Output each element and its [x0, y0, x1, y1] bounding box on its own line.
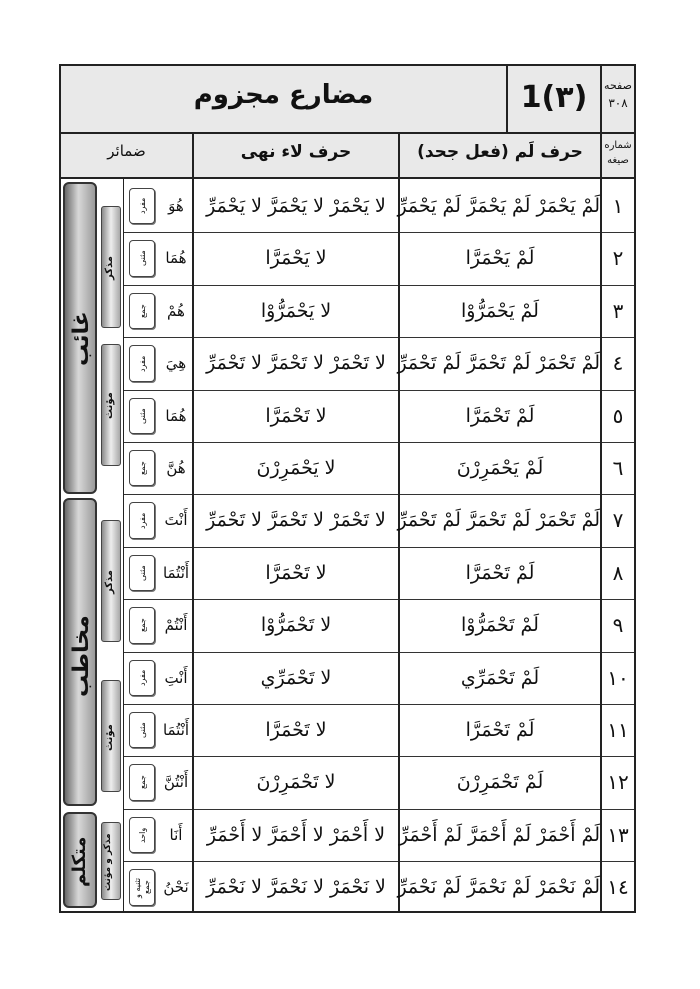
pronoun: أَنْتِ: [164, 669, 188, 687]
badge-label: مثنی: [137, 722, 147, 738]
lam-form: لَمْ تَحْمَرْ لَمْ تَحْمَرَّ لَمْ تَحْمَرِّ: [397, 352, 600, 374]
badge-label: مثنی: [137, 565, 147, 581]
number-badge: [129, 869, 155, 906]
lam-form: لَمْ تَحْمَرَّا: [465, 405, 535, 427]
number-badge: [129, 607, 155, 644]
pronoun: أَنْتُنَّ: [163, 773, 189, 791]
badge-label: واحد: [137, 827, 147, 843]
badge-label: مفرد: [137, 197, 147, 215]
la-nahy-form: لا تَحْمَرْ لا تَحْمَرَّ لا تَحْمَرِّ: [206, 352, 386, 374]
mutakallim-gender-bar: مذکر و مؤنث: [101, 822, 121, 900]
row-number: ١١: [607, 718, 629, 742]
lam-form: لَمْ تَحْمَرُّوْا: [461, 614, 539, 636]
la-nahy-form: لا تَحْمَرِرْنَ: [256, 771, 336, 793]
number-badge: [129, 817, 155, 853]
pronoun: هُنَّ: [166, 459, 186, 477]
la-nahy-form: لا يَحْمَرَّا: [265, 247, 327, 269]
la-nahy-form: لا يَحْمَرُّوْا: [260, 300, 332, 322]
row-number: ٤: [612, 351, 624, 375]
lam-header: حرف لَم (فعل جحد): [417, 142, 583, 162]
pronoun: أَنْتَ: [164, 511, 188, 529]
row-number: ٥: [612, 404, 624, 428]
page-title: مضارع مجزوم: [193, 80, 374, 110]
lam-form: لَمْ أَحْمَرْ لَمْ أَحْمَرَّ لَمْ أَحْمَرِّ: [399, 824, 600, 846]
la-nahy-form: لا يَحْمَرِرْنَ: [256, 457, 336, 479]
lam-form: لَمْ تَحْمَرْ لَمْ تَحْمَرَّ لَمْ تَحْمَرِّ: [397, 509, 600, 531]
lam-form: لَمْ تَحْمَرِّي: [460, 667, 540, 689]
lam-form: لَمْ يَحْمَرْ لَمْ يَحْمَرَّ لَمْ يَحْمَرِّ: [397, 195, 600, 217]
page-label: صفحه: [604, 79, 632, 92]
la-nahy-form: لا تَحْمَرْ لا تَحْمَرَّ لا تَحْمَرِّ: [206, 509, 386, 531]
index-header: شماره صیغه: [604, 140, 632, 166]
row-number: ٩: [612, 613, 624, 637]
pronoun: هُمَا: [165, 249, 187, 267]
lam-form: لَمْ تَحْمَرَّا: [465, 562, 535, 584]
badge-label: جمع: [137, 618, 147, 633]
number-badge: [129, 240, 155, 277]
mukhatab-bar: مخاطب: [63, 498, 97, 806]
row-number: ١٣: [607, 823, 629, 847]
pronoun: نَحْنُ: [163, 878, 189, 896]
row-number: ١: [612, 194, 624, 218]
ghaib-muannas-bar: مؤنث: [101, 344, 121, 466]
row-number: ٧: [612, 508, 624, 532]
number-badge: [129, 345, 155, 382]
row-number: ٢: [612, 246, 624, 270]
pronouns-header: ضمائر: [107, 142, 146, 160]
badge-label: مثنی: [137, 408, 147, 424]
row-number: ١٢: [607, 770, 629, 794]
pronoun: أَنْتُمْ: [164, 616, 188, 634]
badge-label: جمع: [137, 775, 147, 790]
la-nahy-form: لا يَحْمَرْ لا يَحْمَرَّ لا يَحْمَرِّ: [206, 195, 386, 217]
la-nahy-form: لا تَحْمَرَّا: [265, 405, 327, 427]
number-badge: [129, 293, 155, 329]
pronoun: هُمْ: [167, 302, 185, 320]
row-number: ١٤: [607, 875, 629, 899]
badge-label: جمع: [137, 304, 147, 318]
pronoun: هِيَ: [165, 354, 187, 372]
lam-form: لَمْ تَحْمَرِرْنَ: [456, 771, 544, 793]
badge-label: مفرد: [137, 355, 147, 372]
mutakallim-bar: متكلم: [63, 812, 97, 908]
la-nahy-form: لا تَحْمَرَّا: [265, 562, 327, 584]
pronoun: هُمَا: [165, 407, 187, 425]
lam-form: لَمْ يَحْمَرِرْنَ: [456, 457, 544, 479]
page-number: ٣٠٨: [608, 96, 628, 110]
badge-label: مفرد: [137, 669, 147, 687]
row-number: ٣: [612, 299, 624, 323]
pronoun: أَنْتُمَا: [162, 721, 190, 739]
row-number: ٨: [612, 561, 624, 585]
number-badge: [129, 450, 155, 486]
la-nahy-form: لا تَحْمَرُّوْا: [260, 614, 332, 636]
ghaib-muzakkar-bar: مذکر: [101, 206, 121, 328]
la-nahy-form: لا تَحْمَرِّي: [260, 667, 332, 689]
number-badge: [129, 188, 155, 224]
badge-label: مفرد: [137, 512, 147, 529]
lesson-mark: 1(٣): [520, 80, 588, 115]
pronoun: أَنَا: [169, 826, 183, 844]
la-nahy-header: حرف لاء نهی: [240, 142, 352, 162]
lam-form: لَمْ يَحْمَرَّا: [465, 247, 535, 269]
pronoun: أَنْتُمَا: [162, 564, 190, 582]
la-nahy-form: لا تَحْمَرَّا: [265, 719, 327, 741]
number-badge: [129, 660, 155, 696]
pronoun: هُوَ: [168, 197, 184, 215]
number-badge: [129, 764, 155, 801]
badge-label: جمع: [137, 461, 147, 475]
lam-form: لَمْ يَحْمَرُّوْا: [461, 300, 539, 322]
number-badge: [129, 502, 155, 539]
badge-label: تثنیه و جمع: [133, 877, 151, 898]
number-badge: [129, 555, 155, 591]
number-badge: [129, 398, 155, 434]
row-number: ٦: [612, 456, 624, 480]
la-nahy-form: لا نَحْمَرْ لا نَحْمَرَّ لا نَحْمَرِّ: [206, 876, 386, 898]
mukhatab-muzakkar-bar: مذکر: [101, 520, 121, 642]
ghaib-bar: غائب: [63, 182, 97, 494]
number-badge: [129, 712, 155, 748]
row-number: ١٠: [607, 666, 629, 690]
lam-form: لَمْ نَحْمَرْ لَمْ نَحْمَرَّ لَمْ نَحْمَرِّ: [397, 876, 600, 898]
mukhatab-muannas-bar: مؤنث: [101, 680, 121, 792]
la-nahy-form: لا أَحْمَرْ لا أَحْمَرَّ لا أَحْمَرِّ: [206, 824, 386, 846]
badge-label: مثنی: [137, 250, 147, 267]
lam-form: لَمْ تَحْمَرَّا: [465, 719, 535, 741]
